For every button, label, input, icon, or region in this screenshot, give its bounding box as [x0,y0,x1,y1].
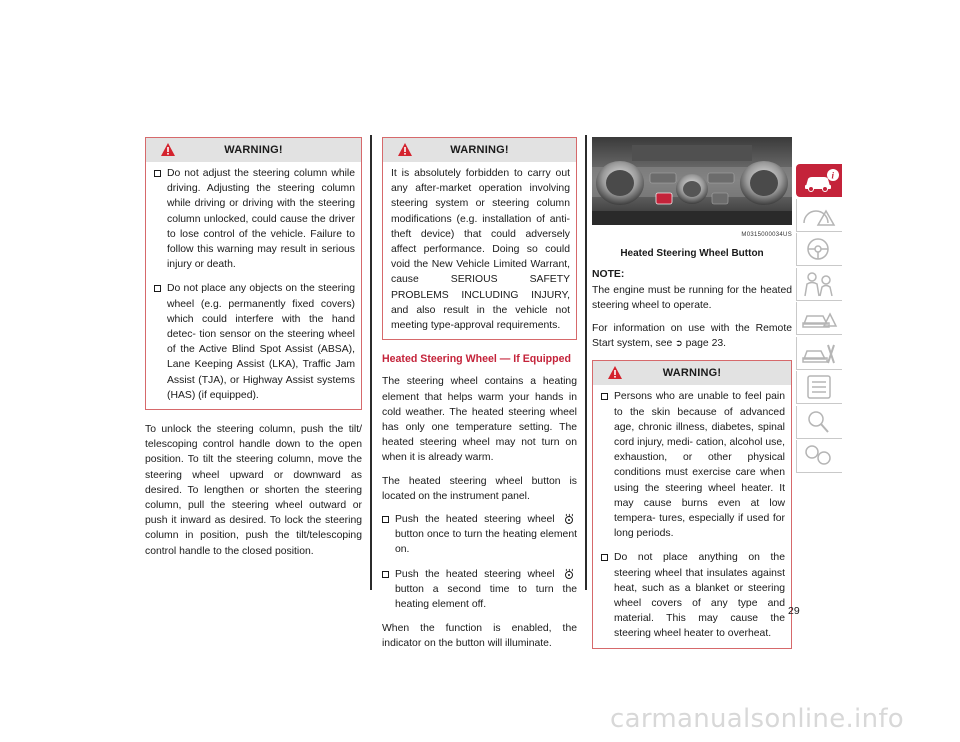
section-title: Heated Steering Wheel — If Equipped [382,353,571,366]
warning-triangle-icon [160,142,176,157]
warning-title: WARNING! [450,144,509,156]
column-1 [145,137,362,567]
checklist-icon [800,373,840,401]
column-3 [592,137,792,661]
car-emergency-icon [800,304,840,332]
warning-body [146,162,361,409]
column-divider [370,135,372,590]
page-number: 29 [788,605,800,617]
heated-steering-wheel-icon [563,568,575,579]
tab-technical-specifications[interactable] [796,371,842,404]
note-text: The engine must be running for the heated steering wheel to operate. [592,284,792,311]
tab-servicing-maintenance[interactable] [796,337,842,370]
bullet-square-icon [382,516,389,523]
magnifier-icon [800,408,840,436]
dashboard-warning-icon [800,201,840,229]
car-info-icon [800,166,840,194]
warning-box-steering-adjust [145,137,362,410]
page-reference-link[interactable]: page 23. [685,338,727,350]
warning-box-burns [592,360,792,648]
steering-wheel-icon [800,235,840,263]
bullet-square-icon [154,285,161,292]
warning-bullet: Do not place anything on the steering wheel that insulates against heat, such as a blanket or steering wheel covers of any type and material. This may cause the steering wheel heater to overheat. [601,550,785,641]
svg-text:i: i [831,170,835,181]
car-wrench-icon [800,339,840,367]
instruction-bullet: Push the heated steering wheel button a second time to turn the heating element off. [382,567,577,613]
tab-dashboard-warnings[interactable] [796,199,842,232]
bullet-square-icon [154,170,161,177]
image-reference-code: M0315000034US [741,232,792,238]
page-reference-arrow-icon: ➲ [675,339,683,350]
note-label: NOTE: [592,269,625,281]
warning-box-modifications [382,137,577,340]
warning-bullet: Do not adjust the steering column while driving. Adjusting the steering column while driving or driving with the steering column unlocked, could cause the driver to lose control of the vehicle. Failure to follow this warning may result in serious injury or death. [154,166,355,272]
warning-title: WARNING! [662,367,722,380]
warning-bullet: Persons who are unable to feel pain to the skin because of advanced age, chronic illness, diabetes, spinal cord injury, medi- cation, alcohol use, exhaustion, or other physical conditions must exercise care when using the steering wheel heater. It may cause burns even at low tempera- tures, especially if used for long periods. [601,389,785,541]
tab-safety[interactable] [796,268,842,301]
tab-starting-driving[interactable] [796,233,842,266]
heated-steering-wheel-icon [563,513,575,524]
bullet-square-icon [601,554,608,561]
remote-start-reference: For information on use with the Remote Start system, see ➲ page 23. [592,323,792,350]
footer-watermark-url: carmanualsonline.info [610,704,905,734]
warning-body: It is absolutely forbidden to carry out any after-market operation involving steering system or steering column modifications (e.g. installation of anti-theft device) that could adversely affect performance. Doing so could void the New Vehicle Limited Warrant, cause SERIOUS SAFETY PROBLEMS INCLUDING INJURY, and also result in the vehicle not meeting type-approval requirements. [391,168,570,332]
customer-assistance-icon [800,442,840,470]
climate-panel-image [592,137,792,225]
heated-wheel-location: The heated steering wheel button is located on the instrument panel. [382,475,577,502]
warning-triangle-icon [607,365,623,380]
warning-header [383,138,576,162]
figure-caption: Heated Steering Wheel Button [620,248,764,260]
heated-wheel-intro: The steering wheel contains a heating element that helps warm your hands in cold weather. The heated steering wheel has only one temperature setting. The heated steering wheel may not turn on when it is already warm. [382,376,577,464]
column-2 [382,137,577,660]
warning-title: WARNING! [224,144,283,156]
bullet-square-icon [382,571,389,578]
warning-triangle-icon [397,142,413,157]
seatbelt-person-icon [800,270,840,298]
tab-customer-assistance[interactable] [796,440,842,473]
heated-steering-wheel-button-photo [592,137,792,225]
indicator-paragraph: When the function is enabled, the indicator on the button will illuminate. [382,623,577,650]
warning-bullet: Do not place any objects on the steering wheel (e.g. permanently fixed covers) which could interfere with the hand detec- tion sensor on the steering wheel of the Active Blind Spot Assist (ABSA), Lane Keeping Assist (LKA), Traffic Jam Assist (TJA), or Highway Assist systems (HAS) (if equipped). [154,281,355,403]
column-divider [585,135,587,590]
tab-in-case-of-emergency[interactable] [796,302,842,335]
bullet-square-icon [601,393,608,400]
steering-column-paragraph: To unlock the steering column, push the tilt/ telescoping control handle down to the open position. To tilt the steering column, move the steering wheel upward or downward as desired. To lengthen or shorten the steering column, pull the steering wheel outward or push it inward as desired. To lock the steering column in position, push the tilt/telescoping control handle to the closed position. [145,424,362,557]
warning-header [146,138,361,162]
tab-index[interactable] [796,406,842,439]
chapter-tabs [796,164,842,475]
instruction-bullet: Push the heated steering wheel button once to turn the heating element on. [382,512,577,558]
tab-getting-to-know-vehicle[interactable] [796,164,842,197]
warning-body [593,385,791,647]
warning-header [593,361,791,385]
